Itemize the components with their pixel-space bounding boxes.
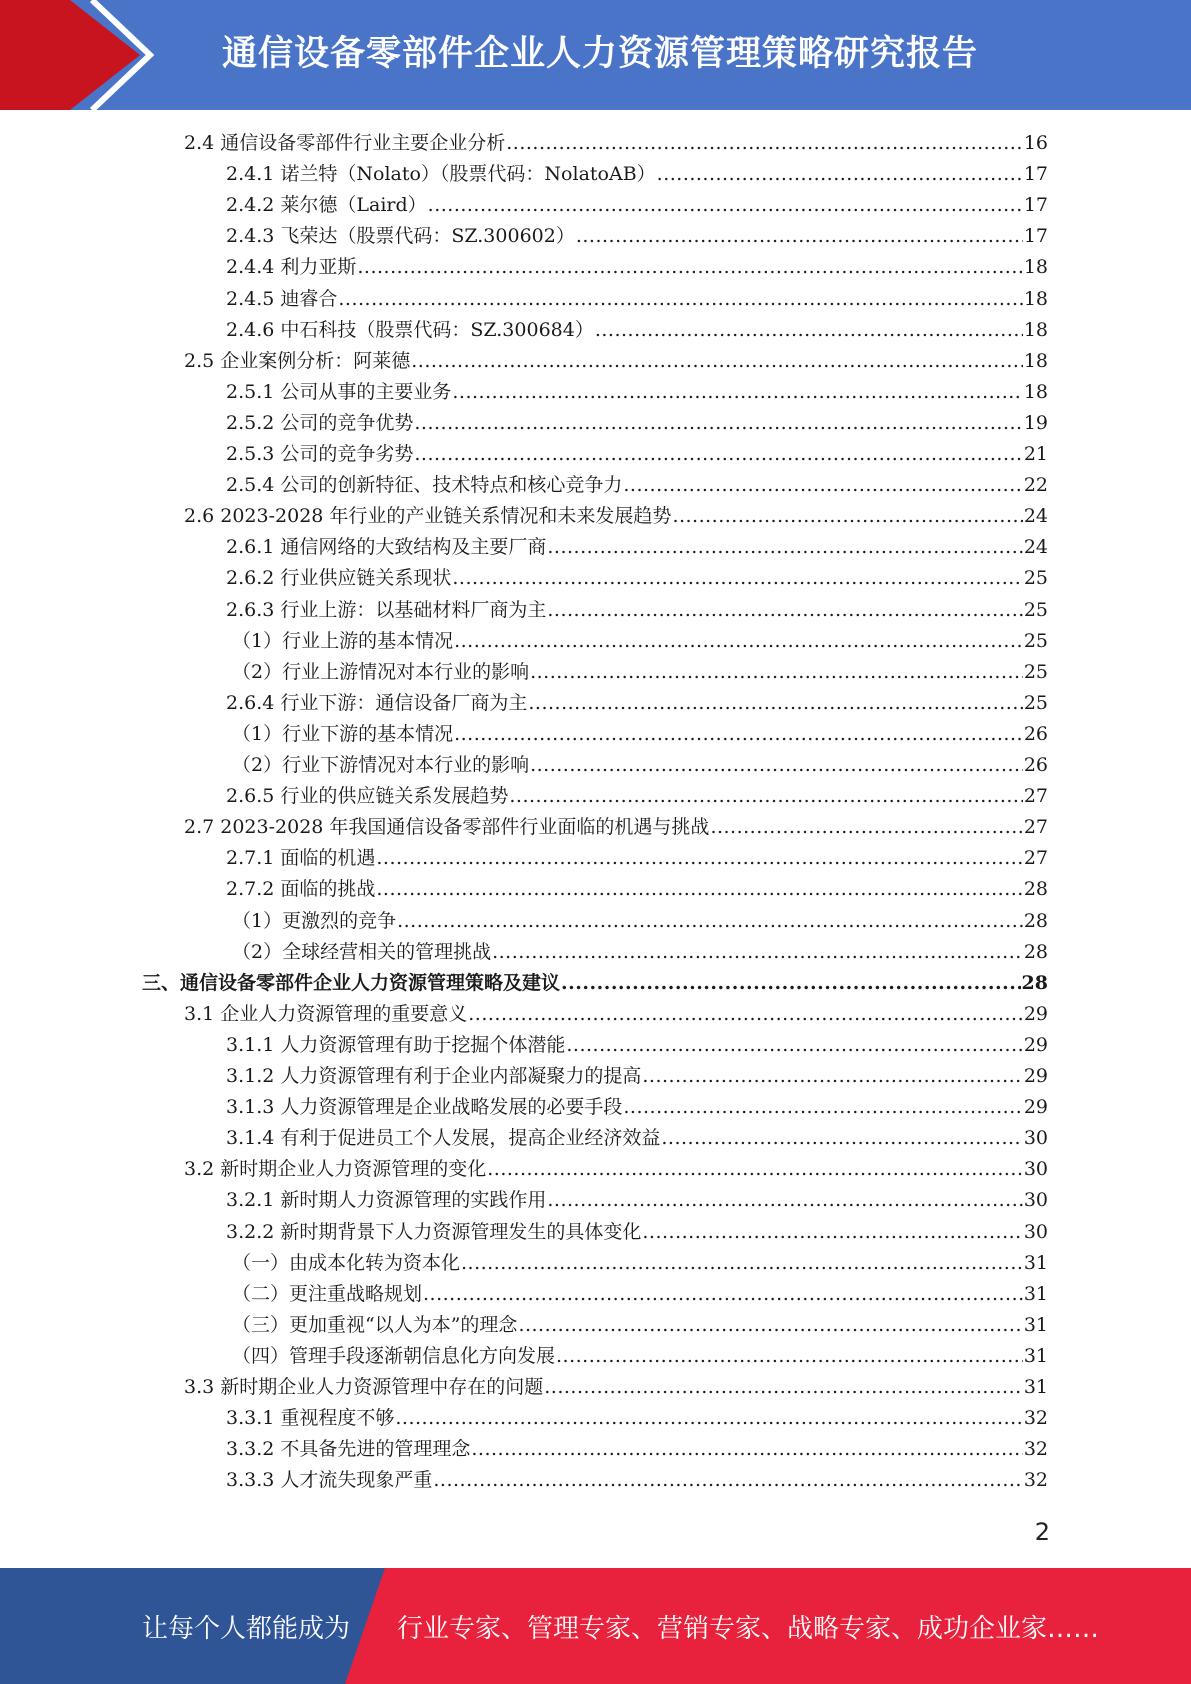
toc-entry-page: 24: [1023, 505, 1048, 528]
toc-entry-title: 3.2.1 新时期人力资源管理的实践作用: [226, 1189, 547, 1212]
toc-dot-leader: [397, 906, 1023, 937]
toc-dot-leader: [710, 812, 1022, 843]
toc-entry-title: 2.7 2023-2028 年我国通信设备零部件行业面临的机遇与挑战: [184, 816, 710, 839]
toc-entry-title: 2.4.4 利力亚斯: [226, 256, 357, 279]
page-footer: [0, 1568, 1191, 1684]
toc-dot-leader: [428, 190, 1023, 221]
toc-entry[interactable]: [232, 1248, 1048, 1279]
toc-entry-page: 29: [1023, 1002, 1048, 1025]
toc-entry-title: 2.4.6 中石科技（股票代码：SZ.300684）: [226, 318, 594, 341]
toc-dot-leader: [595, 315, 1023, 346]
footer-slogan-left: 让每个人都能成为: [142, 1614, 351, 1644]
toc-entry-page: 28: [1023, 940, 1048, 963]
toc-entry[interactable]: [226, 688, 1048, 719]
toc-dot-leader: [423, 1279, 1023, 1310]
toc-entry[interactable]: [226, 563, 1048, 594]
toc-dot-leader: [657, 159, 1023, 190]
toc-entry[interactable]: [232, 626, 1048, 657]
toc-entry[interactable]: [232, 750, 1048, 781]
toc-dot-leader: [623, 470, 1022, 501]
toc-entry-title: 3.1.1 人力资源管理有助于挖掘个体潜能: [226, 1033, 566, 1056]
toc-entry-title: 2.5 企业案例分析：阿莱德: [184, 349, 411, 372]
toc-entry-title: 3.3.1 重视程度不够: [226, 1407, 395, 1430]
toc-entry[interactable]: [232, 1341, 1048, 1372]
toc-entry-title: （一）由成本化转为资本化: [232, 1251, 461, 1274]
toc-entry[interactable]: [184, 1154, 1048, 1185]
toc-entry-page: 18: [1023, 318, 1048, 341]
toc-entry[interactable]: [226, 1185, 1048, 1216]
toc-entry-page: 17: [1023, 163, 1048, 186]
toc-entry-page: 17: [1023, 225, 1048, 248]
toc-entry-page: 18: [1023, 349, 1048, 372]
toc-dot-leader: [452, 377, 1022, 408]
toc-entry-title: （1）行业上游的基本情况: [232, 629, 454, 652]
toc-dot-leader: [566, 1030, 1022, 1061]
toc-entry[interactable]: [226, 1061, 1048, 1092]
toc-entry-page: 30: [1023, 1189, 1048, 1212]
toc-entry[interactable]: [226, 408, 1048, 439]
toc-entry[interactable]: [226, 595, 1048, 626]
toc-dot-leader: [454, 719, 1023, 750]
toc-entry[interactable]: [142, 968, 1048, 999]
toc-dot-leader: [642, 1217, 1022, 1248]
toc-dot-leader: [556, 1341, 1023, 1372]
toc-entry-title: 3.1.3 人力资源管理是企业战略发展的必要手段: [226, 1096, 623, 1119]
report-title: 通信设备零部件企业人力资源管理策略研究报告: [222, 34, 979, 74]
toc-dot-leader: [395, 1403, 1022, 1434]
toc-entry-page: 25: [1023, 691, 1048, 714]
toc-entry-title: （2）行业上游情况对本行业的影响: [232, 660, 530, 683]
toc-entry-page: 29: [1023, 1065, 1048, 1087]
toc-dot-leader: [509, 781, 1022, 812]
toc-entry-page: 31: [1023, 1313, 1048, 1336]
toc-entry-title: （2）行业下游情况对本行业的影响: [232, 754, 530, 776]
toc-entry[interactable]: [226, 532, 1048, 563]
toc-entry[interactable]: [226, 377, 1048, 408]
toc-entry-title: 3.3 新时期企业人力资源管理中存在的问题: [184, 1376, 544, 1398]
toc-entry-title: 2.4.2 莱尔德（Laird）: [226, 194, 427, 217]
toc-entry-title: 2.6.1 通信网络的大致结构及主要厂商: [226, 536, 547, 559]
toc-entry-page: 18: [1023, 287, 1048, 310]
toc-dot-leader: [518, 1310, 1022, 1341]
toc-entry[interactable]: [184, 501, 1048, 532]
toc-entry-page: 27: [1023, 785, 1048, 808]
toc-entry[interactable]: [232, 1279, 1048, 1310]
toc-entry-page: 18: [1023, 380, 1048, 403]
toc-entry[interactable]: [226, 1030, 1048, 1061]
toc-dot-leader: [338, 284, 1022, 315]
toc-entry[interactable]: [226, 190, 1048, 221]
toc-entry-page: 25: [1023, 567, 1048, 590]
toc-dot-leader: [487, 1154, 1023, 1185]
toc-entry[interactable]: [232, 719, 1048, 750]
toc-entry-title: 2.4.5 迪睿合: [226, 287, 338, 310]
toc-dot-leader: [461, 1248, 1023, 1279]
toc-dot-leader: [642, 1061, 1022, 1092]
toc-entry-title: 2.4.3 飞荣达（股票代码：SZ.300602）: [226, 225, 575, 248]
toc-dot-leader: [623, 1092, 1022, 1123]
toc-entry-page: 32: [1023, 1438, 1048, 1461]
toc-entry[interactable]: [184, 812, 1048, 843]
header-arrow-icon: [0, 0, 160, 110]
toc-dot-leader: [376, 874, 1022, 905]
toc-entry[interactable]: [226, 1092, 1048, 1123]
toc-entry-title: （四）管理手段逐渐朝信息化方向发展: [232, 1344, 556, 1367]
toc-entry-page: 17: [1023, 194, 1048, 217]
toc-entry-title: 三、通信设备零部件企业人力资源管理策略及建议: [142, 971, 561, 994]
toc-dot-leader: [576, 221, 1023, 252]
toc-entry-page: 28: [1021, 971, 1048, 994]
toc-dot-leader: [530, 750, 1023, 781]
toc-dot-leader: [561, 968, 1021, 999]
toc-entry-title: 3.3.2 不具备先进的管理理念: [226, 1438, 471, 1461]
toc-entry-page: 29: [1023, 1096, 1048, 1119]
toc-entry[interactable]: [226, 252, 1048, 283]
toc-dot-leader: [547, 595, 1022, 626]
toc-dot-leader: [492, 937, 1023, 968]
toc-entry-page: 27: [1023, 816, 1048, 839]
toc-entry[interactable]: [184, 346, 1048, 377]
toc-entry-title: 2.5.4 公司的创新特征、技术特点和核心竞争力: [226, 474, 623, 497]
toc-entry[interactable]: [226, 1123, 1048, 1154]
toc-dot-leader: [547, 532, 1022, 563]
toc-entry-title: （三）更加重视“以人为本”的理念: [232, 1313, 518, 1336]
page-number: 2: [1034, 1518, 1050, 1546]
toc-entry-page: 24: [1023, 536, 1048, 559]
toc-entry[interactable]: [226, 221, 1048, 252]
toc-entry[interactable]: [184, 128, 1048, 159]
toc-entry-page: 29: [1023, 1033, 1048, 1056]
toc-entry-title: 3.3.3 人才流失现象严重: [226, 1469, 433, 1492]
toc-entry-title: 2.6.5 行业的供应链关系发展趋势: [226, 785, 509, 808]
toc-entry-page: 30: [1023, 1220, 1048, 1243]
toc-dot-leader: [468, 999, 1023, 1030]
toc-entry[interactable]: [226, 439, 1048, 470]
toc-entry-title: 2.5.1 公司从事的主要业务: [226, 380, 452, 403]
toc-entry[interactable]: [226, 874, 1048, 905]
toc-dot-leader: [357, 252, 1022, 283]
toc-entry-page: 31: [1023, 1251, 1048, 1274]
toc-entry-page: 25: [1023, 660, 1048, 683]
toc-entry-page: 22: [1023, 474, 1048, 497]
toc-entry-title: （1）行业下游的基本情况: [232, 722, 454, 745]
toc-entry-page: 26: [1023, 722, 1048, 745]
toc-dot-leader: [433, 1465, 1022, 1496]
toc-entry-page: 18: [1023, 256, 1048, 279]
toc-entry-title: 2.5.3 公司的竞争劣势: [226, 443, 414, 465]
toc-entry-title: （1）更激烈的竞争: [232, 909, 397, 932]
toc-dot-leader: [471, 1434, 1022, 1465]
toc-entry[interactable]: [226, 470, 1048, 501]
toc-entry-title: 3.1.4 有利于促进员工个人发展，提高企业经济效益: [226, 1127, 661, 1150]
toc-entry[interactable]: [226, 843, 1048, 874]
toc-entry-page: 30: [1023, 1127, 1048, 1150]
toc-entry-page: 26: [1023, 754, 1048, 776]
toc-entry-title: 2.6.4 行业下游：通信设备厂商为主: [226, 691, 528, 714]
toc-dot-leader: [376, 843, 1022, 874]
footer-slogan-right: 行业专家、管理专家、营销专家、战略专家、成功企业家……: [397, 1614, 1100, 1644]
toc-entry[interactable]: [226, 284, 1048, 315]
toc-dot-leader: [528, 688, 1022, 719]
page-header: [0, 0, 1191, 110]
toc-entry[interactable]: [226, 315, 1048, 346]
toc-entry-page: 30: [1023, 1158, 1048, 1181]
toc-entry-title: 3.1.2 人力资源管理有利于企业内部凝聚力的提高: [226, 1065, 642, 1087]
toc-entry-title: 2.7.1 面临的机遇: [226, 847, 376, 870]
toc-entry-title: 3.2.2 新时期背景下人力资源管理发生的具体变化: [226, 1220, 642, 1243]
toc-dot-leader: [454, 626, 1023, 657]
toc-entry[interactable]: [226, 1403, 1048, 1434]
toc-entry-page: 19: [1023, 411, 1048, 434]
toc-entry[interactable]: [226, 1217, 1048, 1248]
toc-entry-title: （二）更注重战略规划: [232, 1282, 423, 1305]
toc-entry-page: 31: [1023, 1376, 1048, 1398]
toc-entry-title: 3.2 新时期企业人力资源管理的变化: [184, 1158, 487, 1181]
toc-dot-leader: [530, 657, 1023, 688]
toc-entry-title: 2.4.1 诺兰特（Nolato）（股票代码：NolatoAB）: [226, 163, 656, 186]
toc-dot-leader: [414, 439, 1022, 470]
toc-entry-title: 2.6.3 行业上游：以基础材料厂商为主: [226, 598, 547, 621]
toc-entry-title: 2.6.2 行业供应链关系现状: [226, 567, 452, 590]
toc-dot-leader: [452, 563, 1022, 594]
toc-entry-page: 32: [1023, 1469, 1048, 1492]
toc-entry-page: 28: [1023, 909, 1048, 932]
toc-dot-leader: [661, 1123, 1022, 1154]
toc-entry-title: 2.6 2023-2028 年行业的产业链关系情况和未来发展趋势: [184, 505, 672, 528]
toc-entry[interactable]: [232, 1310, 1048, 1341]
toc-entry[interactable]: [232, 906, 1048, 937]
toc-entry-page: 31: [1023, 1344, 1048, 1367]
toc-entry[interactable]: [184, 999, 1048, 1030]
toc-entry[interactable]: [184, 1372, 1048, 1403]
toc-entry-title: 2.7.2 面临的挑战: [226, 878, 376, 901]
toc-entry-title: 2.5.2 公司的竞争优势: [226, 411, 414, 434]
toc-entry[interactable]: [226, 1465, 1048, 1496]
toc-dot-leader: [411, 346, 1023, 377]
toc-dot-leader: [547, 1185, 1022, 1216]
toc-entry-page: 32: [1023, 1407, 1048, 1430]
toc-entry-page: 31: [1023, 1282, 1048, 1305]
toc-entry[interactable]: [226, 159, 1048, 190]
toc-entry-page: 25: [1023, 598, 1048, 621]
toc-entry[interactable]: [226, 1434, 1048, 1465]
toc-entry-page: 16: [1023, 132, 1048, 154]
toc-entry-title: 3.1 企业人力资源管理的重要意义: [184, 1002, 468, 1025]
toc-dot-leader: [506, 128, 1023, 159]
toc-dot-leader: [414, 408, 1022, 439]
toc-dot-leader: [544, 1372, 1023, 1403]
toc-entry[interactable]: [226, 781, 1048, 812]
toc-entry-title: （2）全球经营相关的管理挑战: [232, 940, 492, 963]
toc-entry-page: 25: [1023, 629, 1048, 652]
toc-entry-title: 2.4 通信设备零部件行业主要企业分析: [184, 132, 506, 154]
toc-entry-page: 28: [1023, 878, 1048, 901]
toc-dot-leader: [672, 501, 1022, 532]
toc-entry[interactable]: [232, 657, 1048, 688]
toc-entry-page: 27: [1023, 847, 1048, 870]
toc-entry[interactable]: [232, 937, 1048, 968]
toc-entry-page: 21: [1023, 443, 1048, 465]
